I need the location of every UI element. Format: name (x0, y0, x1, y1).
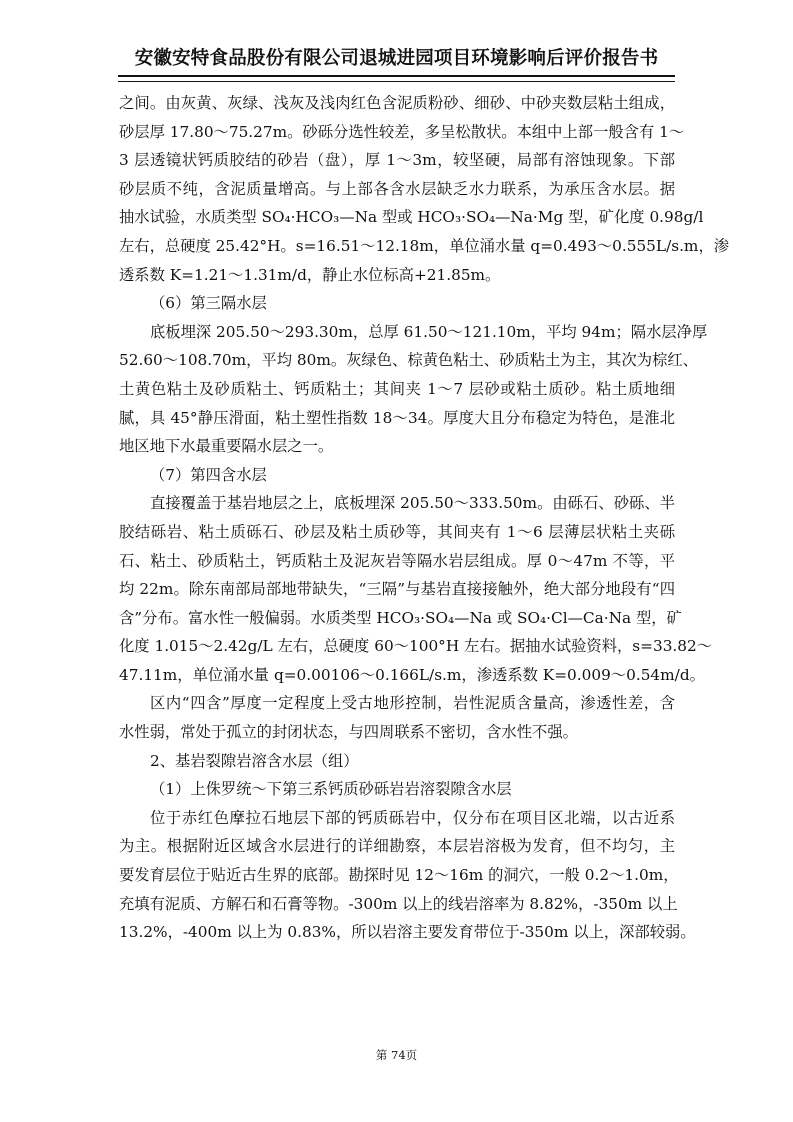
section-heading-bedrock-aquifers: 2、基岩裂隙岩溶含水层（组） (150, 751, 359, 770)
body-text (119, 89, 730, 947)
section-heading-aquifer-4: （7）第四含水层 (150, 465, 267, 484)
section-heading-jurassic-tertiary-aquifer: （1）上侏罗统～下第三系钙质砂砾岩岩溶裂隙含水层 (150, 780, 512, 799)
paragraph-aquifer-4-thickness: 区内“四含”厚度一定程度上受古地形控制，岩性泥质含量高，渗透性差，含 水性弱，常处于孤立的封闭状态，与四周联系不密切，含水性不强。 (119, 694, 675, 742)
page-number: 第 74页 (375, 1048, 418, 1062)
paragraph-aquifer-4: 直接覆盖于基岩地层之上，底板埋深 205.50～333.50m。由砾石、砂砾、半 胶结砾岩、粘土质砾石、砂层及粘土质砂等，其间夹有 1～6 层薄层状粘土夹砾 石、粘土、砂质粘土，钙质粘土及泥灰岩等隔水岩层组成。厚 0～47m 不等，平 均 22m。除东南部局部地带缺失，“三隔”与基岩直接接触外，绝大部分地段有“四 含”分布。富水性一般偏弱。水质类型 HCO₃·SO₄—Na 或 SO₄·Cl—Ca·Na 型，矿 化度 1.015～2.42g/L 左右，总硬度 60～100°H 左右。据抽水试验资料，s=33.82～ 47.11m，单位涌水量 q=0.00106～0.166L/s.m，渗透系数 K=0.009～0.54m/d。 (119, 494, 713, 684)
header-rule-thick (118, 75, 675, 77)
header-rule-thin (118, 81, 675, 82)
paragraph-aquitard-3: 底板埋深 205.50～293.30m，总厚 61.50～121.10m，平均 94m；隔水层净厚 52.60～108.70m，平均 80m。灰绿色、棕黄色粘土、砂质粘土为主，其次为棕红、 土黄色粘土及砂质粘土、钙质粘土；其间夹 1～7 层砂或粘土质砂。粘土质地细 腻，具 45°静压滑面，粘土塑性指数 18～34。厚度大且分布稳定为特色，是淮北 地区地下水最重要隔水层之一。 (119, 322, 708, 456)
paragraph-aquifer-3-continued: 之间。由灰黄、灰绿、浅灰及浅肉红色含泥质粉砂、细砂、中砂夹数层粘土组成， 砂层厚 17.80～75.27m。砂砾分选性较差，多呈松散状。本组中上部一般含有 1～ 3 层透镜状钙质胶结的砂岩（盘），厚 1～3m，较坚硬，局部有溶蚀现象。下部 砂层质不纯，含泥质量增高。与上部各含水层缺乏水力联系，为承压含水层。据 抽水试验，水质类型 SO₄·HCO₃—Na 型或 HCO₃·SO₄—Na·Mg 型，矿化度 0.98g/l 左右，总硬度 25.42°H。s=16.51～12.18m，单位涌水量 q=0.493～0.555L/s.m，渗 透系数 K=1.21～1.31m/d，静止水位标高+21.85m。 (119, 94, 730, 284)
section-heading-aquitard-3: （6）第三隔水层 (150, 294, 267, 313)
paragraph-calcareous-conglomerate: 位于赤红色摩拉石地层下部的钙质砾岩中，仅分布在项目区北端，以古近系 为主。根据附近区域含水层进行的详细勘察，本层岩溶极为发育，但不均匀，主 要发育层位于贴近古生界的底部。勘探时见 12～16m 的洞穴，一般 0.2～1.0m， 充填有泥质、方解石和石膏等物。-300m 以上的线岩溶率为 8.82%，-350m 以上 13.2%，-400m 以上为 0.83%，所以岩溶主要发育带位于-350m 以上，深部较弱。 (119, 808, 696, 942)
page-header-title: 安徽安特食品股份有限公司退城进园项目环境影响后评价报告书 (134, 48, 659, 69)
